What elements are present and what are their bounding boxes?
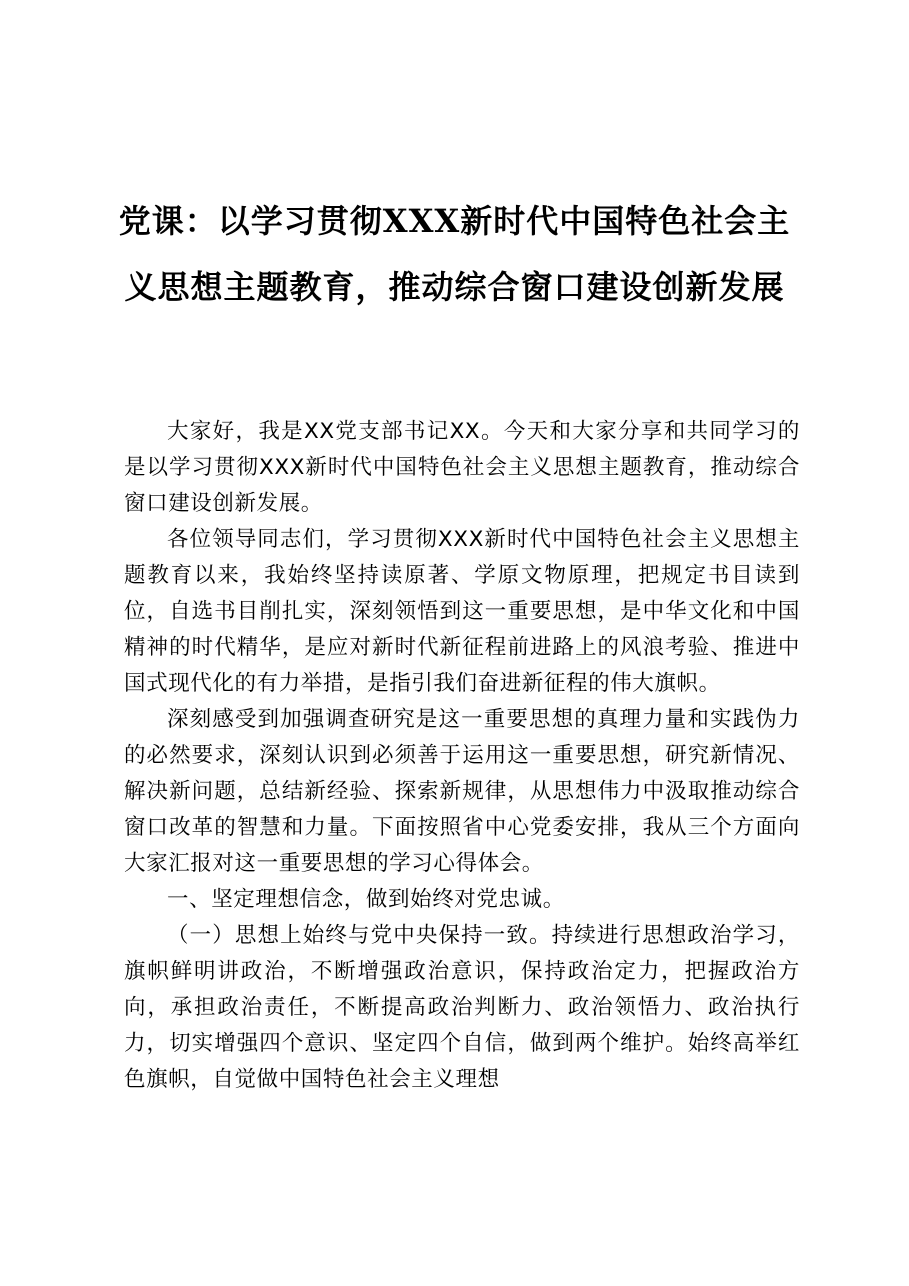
document-title: 党课：以学习贯彻XXX新时代中国特色社会主义思想主题教育，推动综合窗口建设创新发展 — [118, 202, 791, 306]
paragraph: 各位领导同志们，学习贯彻XXX新时代中国特色社会主义思想主题教育以来，我始终坚持读原著、学原文物原理，把规定书目读到位，自选书目削扎实，深刻领悟到这一重要思想，是中华文化和中国精神的时代精华，是应对新时代新征程前进路上的风浪考验、推进中国式现代化的有力举措，是指引我们奋进新征程的伟大旗帜。 — [124, 527, 800, 696]
document-body — [124, 414, 800, 1098]
paragraph: 大家好，我是XX党支部书记XX。今天和大家分享和共同学习的是以学习贯彻XXX新时代中国特色社会主义思想主题教育，推动综合窗口建设创新发展。 — [124, 419, 800, 516]
paragraph: 深刻感受到加强调查研究是这一重要思想的真理力量和实践伪力的必然要求，深刻认识到必须善于运用这一重要思想，研究新情况、解决新问题，总结新经验、探索新规律，从思想伟力中汲取推动综合窗口改革的智慧和力量。下面按照省中心党委安排，我从三个方面向大家汇报对这一重要思想的学习心得体会。 — [124, 707, 800, 876]
section-heading: 一、坚定理想信念，做到始终对党忠诚。 — [167, 887, 565, 912]
paragraph: （一）思想上始终与党中央保持一致。持续进行思想政治学习，旗帜鲜明讲政治，不断增强政治意识，保持政治定力，把握政治方向，承担政治责任，不断提高政治判断力、政治领悟力、政治执行力，切实增强四个意识、坚定四个自信，做到两个维护。始终高举红色旗帜，自觉做中国特色社会主义理想 — [124, 923, 800, 1092]
